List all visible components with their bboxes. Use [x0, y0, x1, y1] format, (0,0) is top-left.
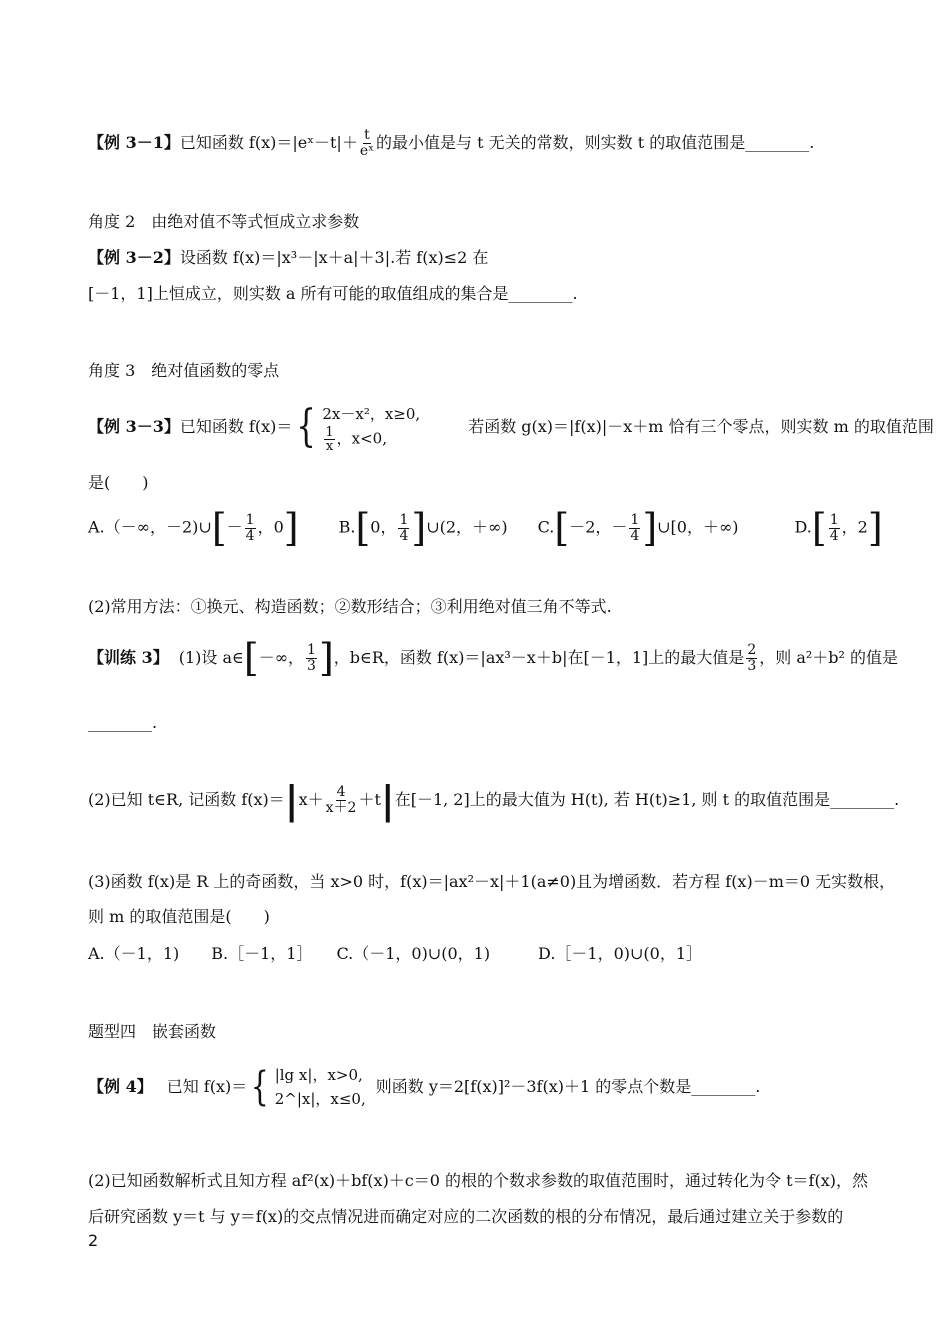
example-label: 【例 4】: [88, 1077, 153, 1096]
example-text: 设函数 f(x)＝|x³－|x＋a|＋3|.若 f(x)≤2 在: [179, 248, 489, 267]
training-3-part-2: (2)已知 t∈R, 记函数 f(x)＝ | x＋ $\frac{4}{x+2}$ ＋t | 在[－1, 2]上的最大值为 H(t), 若 H(t)≥1, 则 t 的取值范围是________.: [88, 777, 900, 822]
case-2: $\frac{1}{x}$ ，x<0,: [325, 424, 387, 454]
piecewise-function: { 2x－x²，x≥0, $\frac{1}{x}$ ，x<0,: [296, 401, 421, 454]
training-3-part-1: 【训练 3】 (1)设 a∈ [ －∞， $\frac{1}{3}$ ] ，b∈R，函数 f(x)＝|ax³－x＋b|在[－1，1]上的最大值是 $\frac{2}{3}$ ，则 a²＋b² 的值是: [88, 636, 899, 680]
case-1: 2x－x²，x≥0,: [322, 404, 421, 423]
example-3-2: [88, 247, 488, 269]
example-label: 【例 3－1】: [88, 133, 180, 152]
section-heading-angle-2: 角度 2 由绝对值不等式恒成立求参数: [88, 212, 360, 231]
option-c: C.[－2，－ $\frac{1}{4}$ ]∪[0，＋∞): [537, 506, 739, 550]
training-3-part-3-options: A.（－1，1) B.［－1，1］ C.（－1，0)∪(0，1) D.［－1，0)∪(0，1］: [88, 944, 703, 963]
example-text-post: 的最小值是与 t 无关的常数，则实数 t 的取值范围是________.: [376, 133, 815, 152]
piecewise-function: { |lg x|，x>0, 2^|x|，x≤0,: [251, 1064, 366, 1110]
case-2: 2^|x|，x≤0,: [274, 1090, 366, 1108]
training-3-part-1-line2: ________.: [88, 713, 158, 732]
page-number: 2: [88, 1231, 99, 1250]
example-text-post: 若函数 g(x)＝|f(x)|－x＋m 恰有三个零点，则实数 m 的取值范围: [468, 417, 934, 436]
training-3-part-3: (3)函数 f(x)是 R 上的奇函数，当 x>0 时，f(x)＝|ax²－x|＋1(a≠0)且为增函数．若方程 f(x)－m＝0 无实数根，: [88, 872, 896, 891]
note-2-line2: 后研究函数 y＝t 与 y＝f(x)的交点情况进而确定对应的二次函数的根的分布情况，最后通过建立关于参数的: [88, 1207, 844, 1226]
fraction: $\frac{t}{\text{eˣ}}$: [359, 127, 375, 159]
note-2-line1: (2)已知函数解析式且知方程 af²(x)＋bf(x)＋c＝0 的根的个数求参数的取值范围时，通过转化为令 t＝f(x)，然: [88, 1171, 868, 1190]
training-3-part-3-line2: 则 m 的取值范围是( ): [88, 907, 270, 926]
option-d: D.[ $\frac{1}{4}$ ，2]: [794, 506, 883, 550]
example-label: 【例 3－3】: [88, 417, 180, 436]
section-heading-angle-3: 角度 3 绝对值函数的零点: [88, 361, 280, 380]
example-3-3: [88, 392, 934, 462]
option-b: B.[0， $\frac{1}{4}$ ]∪(2，＋∞): [338, 506, 508, 550]
example-3-2-line2: [－1，1]上恒成立，则实数 a 所有可能的取值组成的集合是________.: [88, 284, 578, 303]
example-text-pre: 已知函数 f(x)＝|eˣ－t|＋: [179, 133, 358, 152]
example-4: 【例 4】 已知 f(x)＝ { |lg x|，x>0, 2^|x|，x≤0, 则函数 y＝2[f(x)]²－3f(x)＋1 的零点个数是________.: [88, 1064, 761, 1110]
example-3-3-line2: 是( ): [88, 473, 149, 492]
training-label: 【训练 3】: [88, 648, 169, 667]
example-3-3-options: [88, 508, 883, 548]
example-label: 【例 3－2】: [88, 248, 180, 267]
case-1: |lg x|，x>0,: [274, 1066, 363, 1084]
methods-note: (2)常用方法：①换元、构造函数；②数形结合；③利用绝对值三角不等式.: [88, 597, 612, 616]
example-3-1: [88, 128, 814, 159]
section-heading-type-4: 题型四 嵌套函数: [88, 1022, 217, 1041]
option-a: A.（－∞，－2)∪[－ $\frac{1}{4}$ ，0]: [88, 506, 299, 550]
example-text-pre: 已知函数 f(x)＝: [179, 417, 293, 436]
